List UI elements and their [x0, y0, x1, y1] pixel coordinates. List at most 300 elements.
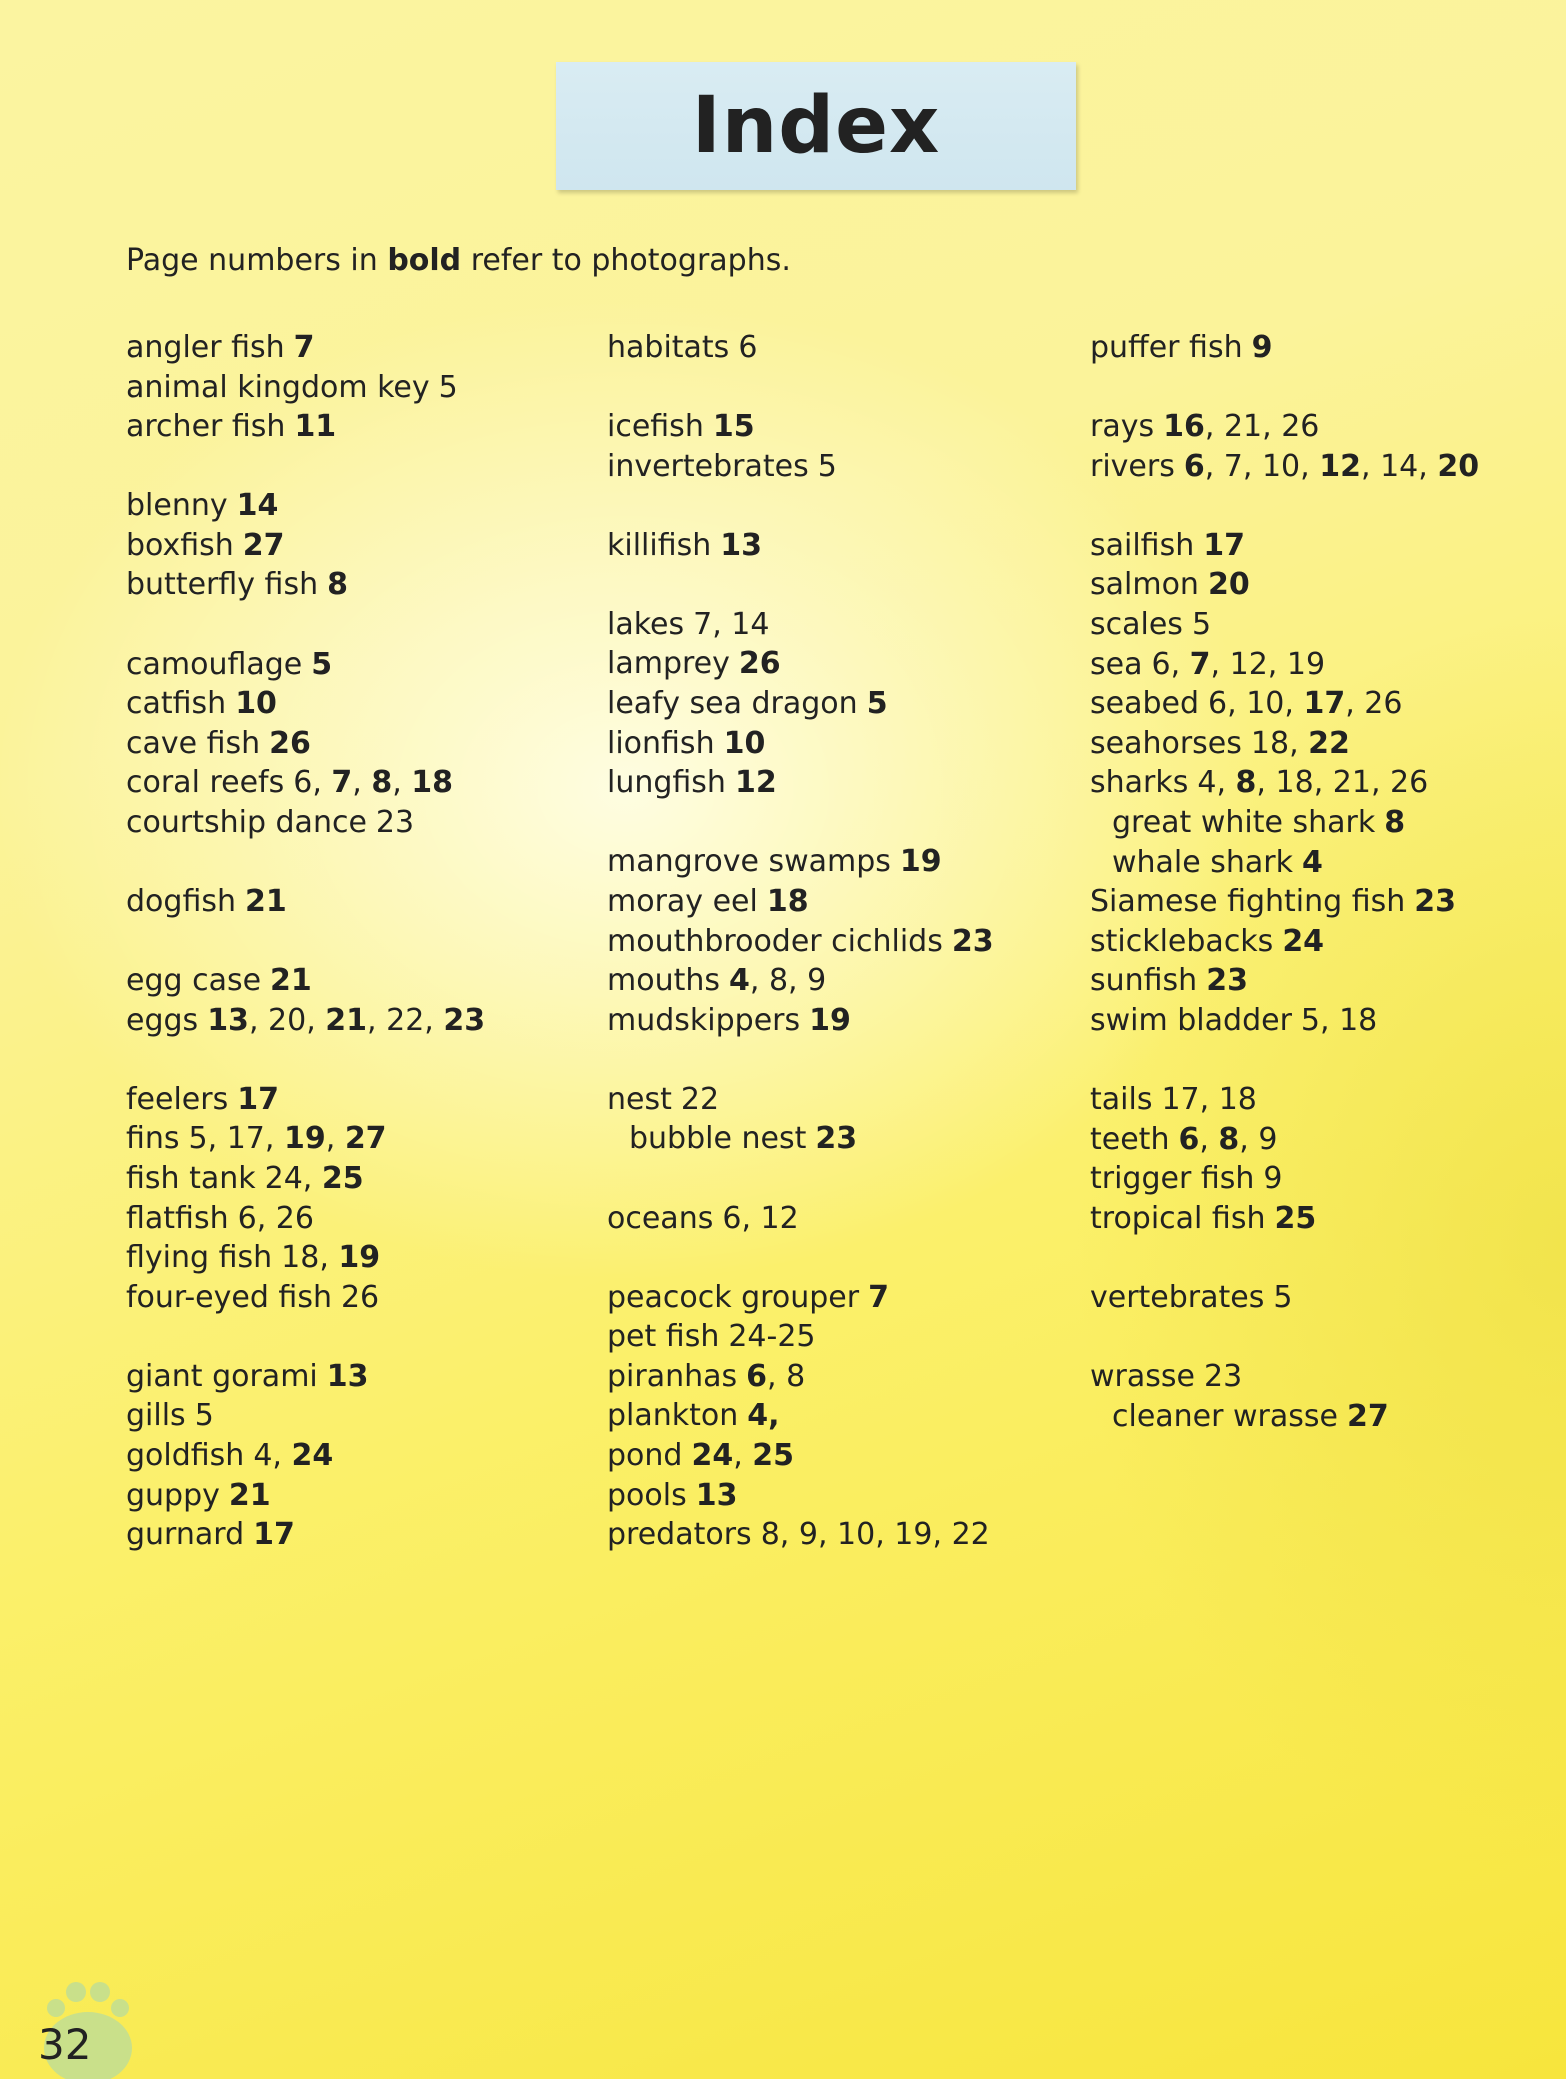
index-entry	[126, 684, 586, 724]
index-term: bubble nest	[629, 1121, 807, 1157]
index-term: animal kingdom key	[126, 369, 430, 405]
page-references: 6, 7, 10, 12, 14, 20	[1183, 448, 1480, 484]
index-term: flying fish	[126, 1240, 273, 1276]
index-letter-group	[126, 1080, 586, 1318]
index-entry	[1090, 1159, 1550, 1199]
index-entry	[607, 763, 1067, 803]
photo-page-number: 17	[253, 1517, 295, 1553]
index-term: wrasse	[1090, 1358, 1195, 1394]
page-number-ref: 14	[731, 606, 770, 642]
index-entry	[126, 1238, 586, 1278]
page-references	[1206, 961, 1248, 1001]
photo-page-number: 13	[695, 1477, 738, 1513]
photo-page-number: 23	[1206, 963, 1248, 999]
index-entry	[126, 1476, 586, 1516]
page-number-ref: 8	[760, 1517, 780, 1553]
photo-page-number: 23	[1414, 884, 1456, 920]
note-bold-word: bold	[387, 243, 462, 278]
index-entry	[607, 526, 1067, 566]
index-term: cave fish	[126, 725, 261, 761]
index-term: sharks	[1090, 765, 1189, 801]
photo-page-number: 21	[325, 1002, 368, 1038]
page-number-ref: 17	[226, 1121, 265, 1157]
index-entry	[126, 1278, 586, 1318]
index-term: salmon	[1090, 567, 1199, 603]
index-entry	[1090, 724, 1550, 764]
index-term: habitats	[607, 330, 730, 365]
page-number-ref: 22	[386, 1002, 425, 1038]
page-references: 24, 25	[691, 1437, 795, 1473]
page-number-ref: 6	[738, 330, 758, 365]
index-term: seahorses	[1090, 725, 1242, 761]
index-term: four-eyed fish	[126, 1279, 332, 1315]
index-entry	[1090, 1080, 1550, 1120]
index-term: rays	[1090, 409, 1155, 445]
index-letter-group	[607, 328, 1067, 368]
photo-page-number: 4	[729, 963, 750, 999]
photo-page-number: 8	[1384, 804, 1406, 840]
page-references	[1263, 1159, 1282, 1199]
index-subentry	[1090, 843, 1550, 883]
index-term: sea	[1090, 646, 1143, 682]
index-term: fish tank	[126, 1161, 256, 1196]
index-letter-group	[126, 1357, 586, 1555]
photo-page-number: 17	[1203, 527, 1245, 563]
page-references	[243, 526, 285, 566]
photo-page-number: 26	[738, 646, 781, 682]
index-term: peacock grouper	[607, 1279, 860, 1315]
index-term: catfish	[126, 686, 227, 722]
index-term: nest	[607, 1081, 672, 1117]
index-entry	[126, 328, 586, 368]
page-references: 6, 12	[722, 1200, 799, 1236]
photo-page-number: 19	[338, 1240, 381, 1276]
page-number-ref: 20	[268, 1002, 307, 1038]
index-entry	[1090, 882, 1550, 922]
page-number-ref: 12	[1229, 646, 1268, 682]
photo-page-number: 18	[411, 765, 454, 801]
page-number-ref: 6	[722, 1200, 742, 1236]
index-term: goldfish	[126, 1438, 245, 1474]
page-references	[1252, 328, 1273, 368]
index-note	[126, 243, 791, 278]
photo-page-number: 16	[1163, 409, 1205, 445]
photo-page-number: 13	[720, 527, 763, 563]
page-number-ref: 26	[1364, 686, 1403, 722]
page-number-ref: 23	[1203, 1358, 1243, 1394]
photo-page-number: 19	[809, 1002, 851, 1038]
photo-page-number: 5	[311, 646, 333, 682]
page-number-ref: 5	[1191, 606, 1212, 642]
index-entry	[607, 1199, 1067, 1239]
photo-page-number: 24	[1282, 923, 1325, 959]
photo-page-number: 23	[443, 1002, 486, 1038]
page-references	[747, 1396, 779, 1436]
index-column-3	[1090, 328, 1550, 1476]
index-entry	[126, 1199, 586, 1239]
index-entry	[126, 1001, 586, 1041]
page-number-ref: 26	[1281, 409, 1320, 445]
index-term: sticklebacks	[1090, 923, 1274, 959]
photo-page-number: 19	[899, 844, 942, 880]
photo-page-number: 19	[283, 1121, 326, 1157]
page-references: 4, 8, 18, 21, 26	[1197, 765, 1429, 801]
index-term: gills	[126, 1398, 186, 1434]
page-number-ref: 9	[1258, 1121, 1278, 1157]
photo-page-number: 7	[293, 330, 315, 365]
page-number-ref: 24-25	[728, 1319, 816, 1355]
page-number-ref: 10	[1261, 448, 1301, 484]
page-references	[735, 763, 777, 803]
index-term: icefish	[607, 409, 704, 445]
index-term: sailfish	[1090, 527, 1195, 563]
index-term: killifish	[607, 527, 712, 563]
index-term: piranhas	[607, 1358, 738, 1394]
photo-page-number: 25	[752, 1437, 795, 1473]
page-references: 13, 20, 21, 22, 23	[207, 1002, 486, 1038]
page-references	[235, 684, 277, 724]
photo-page-number: 17	[1303, 686, 1346, 722]
page-references	[1208, 565, 1250, 605]
index-term: moray eel	[607, 883, 758, 919]
index-entry	[126, 1357, 586, 1397]
index-letter-group	[607, 605, 1067, 803]
page-references	[900, 842, 942, 882]
photo-page-number: 13	[326, 1358, 369, 1394]
index-letter-group	[126, 645, 586, 843]
page-number-ref: 14	[1380, 448, 1419, 484]
page-references: 6, 10, 17, 26	[1208, 686, 1403, 722]
page-number-ref: 7	[693, 606, 713, 642]
page-references	[270, 961, 312, 1001]
index-entry	[1090, 526, 1550, 566]
page-references	[738, 328, 757, 368]
photo-page-number: 25	[321, 1161, 364, 1196]
index-letter-group	[607, 1199, 1067, 1239]
page-references	[809, 1001, 851, 1041]
index-letter-group	[607, 1278, 1067, 1555]
index-entry	[126, 368, 586, 408]
page-number-ref: 18	[281, 1240, 320, 1276]
photo-page-number: 21	[270, 963, 312, 999]
photo-page-number: 24	[291, 1438, 334, 1474]
index-term: tropical fish	[1090, 1200, 1266, 1236]
page-references	[867, 684, 888, 724]
page-number-ref: 6	[1151, 646, 1171, 682]
page-number-ref: 22	[951, 1517, 990, 1553]
page-references	[439, 368, 458, 408]
page-references	[229, 1476, 271, 1516]
page-references	[376, 803, 414, 843]
photo-page-number: 4,	[747, 1398, 780, 1434]
index-term: angler fish	[126, 330, 285, 365]
index-entry	[607, 1357, 1067, 1397]
index-term: invertebrates	[607, 448, 809, 484]
page-number-ref: 10	[1246, 686, 1285, 722]
index-entry	[126, 882, 586, 922]
page-number-ref: 18	[1339, 1002, 1378, 1038]
photo-page-number: 17	[237, 1081, 279, 1117]
index-term: feelers	[126, 1081, 229, 1117]
index-entry	[607, 922, 1067, 962]
index-term: puffer fish	[1090, 330, 1243, 365]
title-tag	[556, 62, 1076, 190]
index-entry	[607, 1278, 1067, 1318]
page-number-ref: 6	[293, 765, 313, 801]
page-references	[245, 882, 287, 922]
index-entry	[1090, 565, 1550, 605]
photo-page-number: 10	[235, 686, 277, 722]
index-entry	[126, 526, 586, 566]
index-term: flatfish	[126, 1200, 229, 1236]
index-entry	[126, 724, 586, 764]
index-term: mouths	[607, 963, 720, 999]
index-letter-group	[607, 407, 1067, 486]
page-references	[195, 1396, 214, 1436]
index-term: sunfish	[1090, 963, 1198, 999]
index-term: lionfish	[607, 725, 715, 761]
photo-page-number: 13	[207, 1002, 249, 1038]
photo-page-number: 25	[1274, 1200, 1317, 1236]
index-term: lungfish	[607, 765, 726, 801]
page-references	[1192, 605, 1211, 645]
index-column-2	[607, 328, 1067, 1594]
index-term: mangrove swamps	[607, 844, 891, 880]
index-entry	[126, 486, 586, 526]
page-references: 18, 19	[281, 1240, 381, 1276]
photo-page-number: 11	[294, 409, 337, 445]
index-entry	[607, 407, 1067, 447]
index-term: blenny	[126, 488, 228, 524]
index-entry	[607, 328, 1067, 368]
index-term: camouflage	[126, 646, 303, 682]
page-number-ref: 5	[188, 1121, 208, 1157]
page-references	[327, 1357, 369, 1397]
index-entry	[126, 763, 586, 803]
page-references	[253, 1515, 295, 1555]
page-references	[681, 1080, 719, 1120]
index-letter-group	[1090, 407, 1550, 486]
page-references	[1273, 1278, 1292, 1318]
index-entry	[607, 961, 1067, 1001]
index-column-1	[126, 328, 586, 1594]
page-references	[724, 724, 766, 764]
page-references	[818, 447, 837, 487]
index-term: gurnard	[126, 1517, 245, 1553]
index-letter-group	[1090, 1080, 1550, 1238]
index-entry	[1090, 922, 1550, 962]
photo-page-number: 27	[1346, 1398, 1389, 1434]
index-term: seabed	[1090, 686, 1200, 722]
page-number-ref: 5	[438, 369, 458, 405]
page-number-ref: 7	[1223, 448, 1243, 484]
index-entry	[1090, 1120, 1550, 1160]
photo-page-number: 4	[1302, 844, 1323, 880]
index-letter-group	[126, 961, 586, 1040]
page-number-ref: 18	[1218, 1082, 1257, 1117]
index-term: eggs	[126, 1002, 199, 1038]
index-term: teeth	[1090, 1121, 1170, 1157]
photo-page-number: 7	[1189, 646, 1211, 682]
page-references: 6, 8	[746, 1358, 806, 1394]
index-entry	[607, 1396, 1067, 1436]
page-number-ref: 19	[894, 1517, 933, 1553]
index-entry	[126, 565, 586, 605]
page-references	[696, 1476, 738, 1516]
index-term: pet fish	[607, 1319, 720, 1355]
page-references: 7, 14	[693, 606, 770, 642]
index-term: cleaner wrasse	[1112, 1398, 1338, 1434]
page-number-ref: 21	[1223, 409, 1263, 445]
index-entry	[607, 1317, 1067, 1357]
photo-page-number: 12	[1319, 448, 1361, 484]
note-text-before: Page numbers in	[126, 243, 388, 278]
index-entry	[1090, 961, 1550, 1001]
page-references: 24, 25	[264, 1161, 364, 1196]
index-term: rivers	[1090, 448, 1175, 484]
index-term: swim bladder	[1090, 1002, 1292, 1038]
page-references	[1274, 1199, 1316, 1239]
index-term: trigger fish	[1090, 1161, 1255, 1197]
index-term: great white shark	[1112, 804, 1376, 840]
page-references	[1384, 803, 1405, 843]
index-term: vertebrates	[1090, 1279, 1265, 1315]
photo-page-number: 5	[866, 686, 888, 722]
index-entry	[607, 644, 1067, 684]
index-term: coral reefs	[126, 765, 285, 801]
index-entry	[607, 605, 1067, 645]
page-references: 18, 22	[1250, 725, 1350, 761]
index-entry	[126, 1119, 586, 1159]
index-entry	[126, 1436, 586, 1476]
page-references: 5, 17, 19, 27	[188, 1121, 387, 1157]
index-term: courtship dance	[126, 804, 367, 840]
page-number-ref: 17	[1161, 1082, 1200, 1117]
photo-page-number: 27	[242, 527, 285, 563]
page-references: 6, 8, 9	[1178, 1121, 1278, 1157]
page-number-ref: 23	[375, 804, 415, 840]
index-entry	[126, 961, 586, 1001]
photo-page-number: 27	[344, 1121, 387, 1157]
index-entry	[607, 1476, 1067, 1516]
index-entry	[1090, 328, 1550, 368]
photo-page-number: 24	[691, 1437, 734, 1473]
photo-page-number: 14	[236, 488, 279, 524]
index-entry	[607, 1001, 1067, 1041]
page-number-ref: 5	[194, 1398, 214, 1434]
page-references: 4, 24	[253, 1438, 334, 1474]
index-entry	[1090, 605, 1550, 645]
index-term: predators	[607, 1517, 752, 1553]
page-number-ref: 26	[1390, 765, 1429, 801]
page-number-ref: 10	[837, 1517, 876, 1553]
index-entry	[1090, 684, 1550, 724]
photo-page-number: 8	[371, 765, 393, 801]
photo-page-number: 6	[746, 1358, 768, 1394]
page-number-ref: 4	[1197, 765, 1217, 801]
page-references	[815, 1119, 857, 1159]
index-entry	[607, 447, 1067, 487]
index-letter-group	[126, 486, 586, 605]
page-number-ref: 24	[264, 1161, 303, 1196]
index-letter-group	[607, 1080, 1067, 1159]
index-term: oceans	[607, 1200, 714, 1236]
index-term: pools	[607, 1477, 687, 1513]
index-letter-group	[126, 882, 586, 922]
page-number-ref: 21	[1332, 765, 1371, 801]
photo-page-number: 9	[1251, 330, 1273, 365]
photo-page-number: 20	[1437, 448, 1480, 484]
page-number-ref: 9	[1263, 1161, 1283, 1197]
index-letter-group	[126, 328, 586, 447]
index-entry	[1090, 447, 1550, 487]
page-number-ref: 12	[760, 1200, 799, 1236]
index-entry	[1090, 1278, 1550, 1318]
index-letter-group	[607, 842, 1067, 1040]
page-references	[237, 486, 279, 526]
index-entry	[126, 407, 586, 447]
page-number-ref: 5	[817, 448, 837, 484]
index-term: giant gorami	[126, 1358, 318, 1394]
photo-page-number: 23	[951, 923, 994, 959]
photo-page-number: 6	[1178, 1121, 1200, 1157]
page-references	[1347, 1397, 1389, 1437]
index-entry	[1090, 1199, 1550, 1239]
index-entry	[1090, 1001, 1550, 1041]
page-number-ref: 8	[768, 963, 789, 999]
page-references	[1203, 526, 1245, 566]
index-term: butterfly fish	[126, 567, 319, 603]
index-entry	[1090, 1357, 1550, 1397]
page-number-ref: 4	[253, 1438, 273, 1474]
index-entry	[126, 803, 586, 843]
index-subentry	[1090, 1397, 1550, 1437]
index-term: egg case	[126, 963, 262, 999]
index-term: fins	[126, 1121, 180, 1157]
page-references: 6, 26	[237, 1200, 314, 1236]
page-references: 8, 9, 10, 19, 22	[760, 1517, 990, 1553]
index-term: guppy	[126, 1477, 220, 1513]
page-references: 5, 18	[1300, 1002, 1378, 1038]
page-references	[1414, 882, 1456, 922]
page-references: 16, 21, 26	[1163, 409, 1320, 445]
index-entry	[1090, 645, 1550, 685]
page-references	[868, 1278, 889, 1318]
page-references	[1282, 922, 1324, 962]
index-entry	[607, 842, 1067, 882]
photo-page-number: 23	[815, 1121, 858, 1157]
photo-page-number: 8	[1235, 765, 1257, 801]
photo-page-number: 21	[244, 884, 287, 920]
page-references	[341, 1278, 379, 1318]
photo-page-number: 6	[1183, 448, 1205, 484]
index-letter-group	[1090, 1278, 1550, 1318]
page-references: 17, 18	[1161, 1082, 1257, 1117]
index-entry	[126, 1080, 586, 1120]
page-number-ref: 5	[1273, 1279, 1293, 1315]
page-number-ref: 19	[1286, 646, 1326, 682]
index-entry	[126, 1396, 586, 1436]
page-number-ref: 18	[1250, 725, 1290, 761]
photo-page-number: 15	[712, 409, 755, 445]
photo-page-number: 8	[327, 567, 348, 603]
index-term: mouthbrooder cichlids	[607, 923, 943, 959]
index-term: dogfish	[126, 884, 236, 920]
page-number-ref: 26	[275, 1200, 314, 1236]
photo-page-number: 10	[723, 725, 766, 761]
page-references	[294, 407, 336, 447]
page-references: 6, 7, 8, 18	[293, 765, 454, 801]
